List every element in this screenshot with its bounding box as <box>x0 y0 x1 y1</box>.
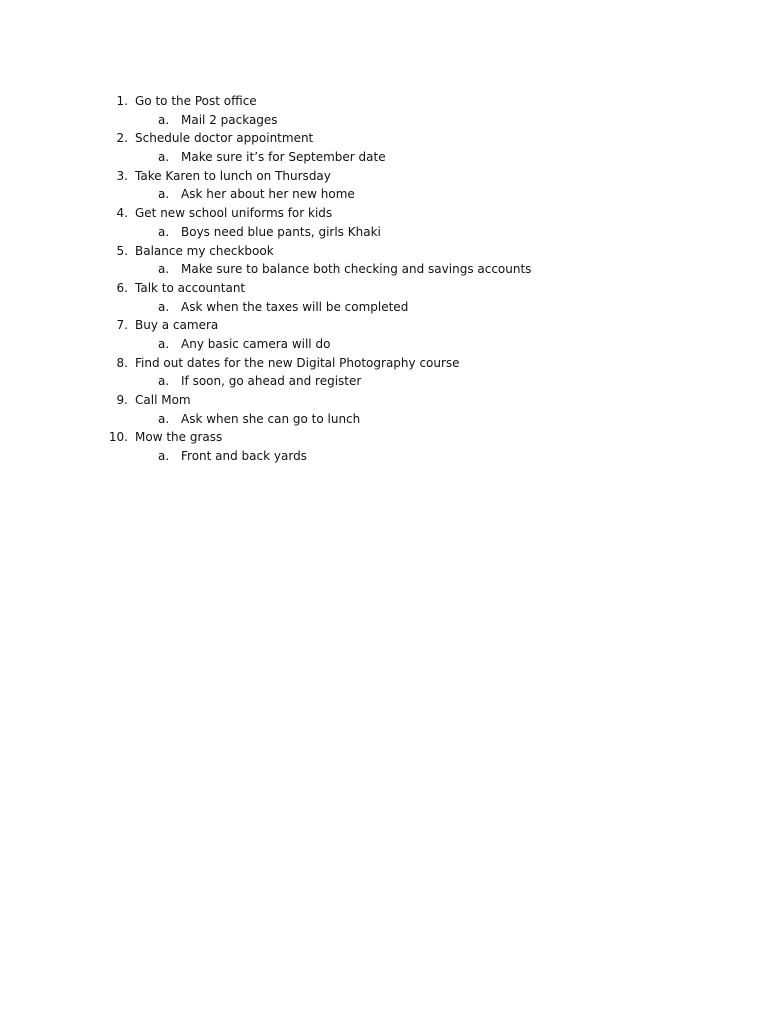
todo-list <box>104 92 664 466</box>
item-number: 10. <box>108 430 128 445</box>
item-text: Schedule doctor appointment <box>135 131 314 146</box>
list-item <box>104 204 664 223</box>
sub-list-item <box>104 148 664 167</box>
sub-item-text: Any basic camera will do <box>181 336 331 351</box>
item-text: Mow the grass <box>135 430 223 445</box>
item-number: 2. <box>116 131 128 146</box>
item-number: 8. <box>116 355 128 370</box>
item-text: Buy a camera <box>135 318 219 333</box>
list-item <box>104 428 664 447</box>
sub-item-letter: a. <box>158 187 170 202</box>
sub-item-letter: a. <box>158 374 170 389</box>
sub-item-letter: a. <box>158 262 170 277</box>
sub-list-item <box>104 111 664 130</box>
item-text: Find out dates for the new Digital Photography course <box>135 355 460 370</box>
sub-item-text: Mail 2 packages <box>181 112 278 127</box>
list-item <box>104 242 664 261</box>
sub-list-item <box>104 298 664 317</box>
sub-list-item <box>104 335 664 354</box>
item-text: Get new school uniforms for kids <box>135 206 333 221</box>
item-text: Balance my checkbook <box>135 243 274 258</box>
sub-item-letter: a. <box>158 336 170 351</box>
item-text: Take Karen to lunch on Thursday <box>135 168 331 183</box>
item-text: Call Mom <box>135 393 191 407</box>
list-item <box>104 279 664 298</box>
item-number: 7. <box>116 318 128 333</box>
sub-item-letter: a. <box>158 224 170 239</box>
list-item <box>104 92 664 111</box>
list-item <box>104 354 664 373</box>
sub-item-text: Make sure to balance both checking and savings accounts <box>181 262 532 277</box>
item-number: 9. <box>116 393 128 407</box>
sub-item-text: Make sure it’s for September date <box>181 150 386 165</box>
sub-list-item <box>104 223 664 242</box>
sub-item-text: Ask her about her new home <box>181 187 355 202</box>
item-number: 3. <box>116 168 128 183</box>
sub-item-text: Front and back yards <box>181 449 307 464</box>
sub-list-item <box>104 260 664 279</box>
sub-item-letter: a. <box>158 299 170 314</box>
sub-item-text: Ask when she can go to lunch <box>181 411 361 426</box>
sub-list-item <box>104 372 664 391</box>
item-number: 4. <box>116 206 128 221</box>
list-item <box>104 316 664 335</box>
sub-list-item <box>104 447 664 466</box>
sub-item-text: If soon, go ahead and register <box>181 374 362 389</box>
item-number: 1. <box>116 94 128 108</box>
list-item <box>104 167 664 186</box>
list-item <box>104 129 664 148</box>
sub-item-text: Boys need blue pants, girls Khaki <box>181 224 381 239</box>
item-text: Go to the Post office <box>135 94 257 108</box>
sub-item-letter: a. <box>158 112 170 127</box>
sub-item-letter: a. <box>158 411 170 426</box>
item-text: Talk to accountant <box>135 280 246 295</box>
sub-list-item <box>104 410 664 429</box>
item-number: 6. <box>116 280 128 295</box>
sub-item-text: Ask when the taxes will be completed <box>181 299 409 314</box>
sub-item-letter: a. <box>158 449 170 464</box>
sub-list-item <box>104 185 664 204</box>
item-number: 5. <box>116 243 128 258</box>
sub-item-letter: a. <box>158 150 170 165</box>
list-item <box>104 391 664 410</box>
